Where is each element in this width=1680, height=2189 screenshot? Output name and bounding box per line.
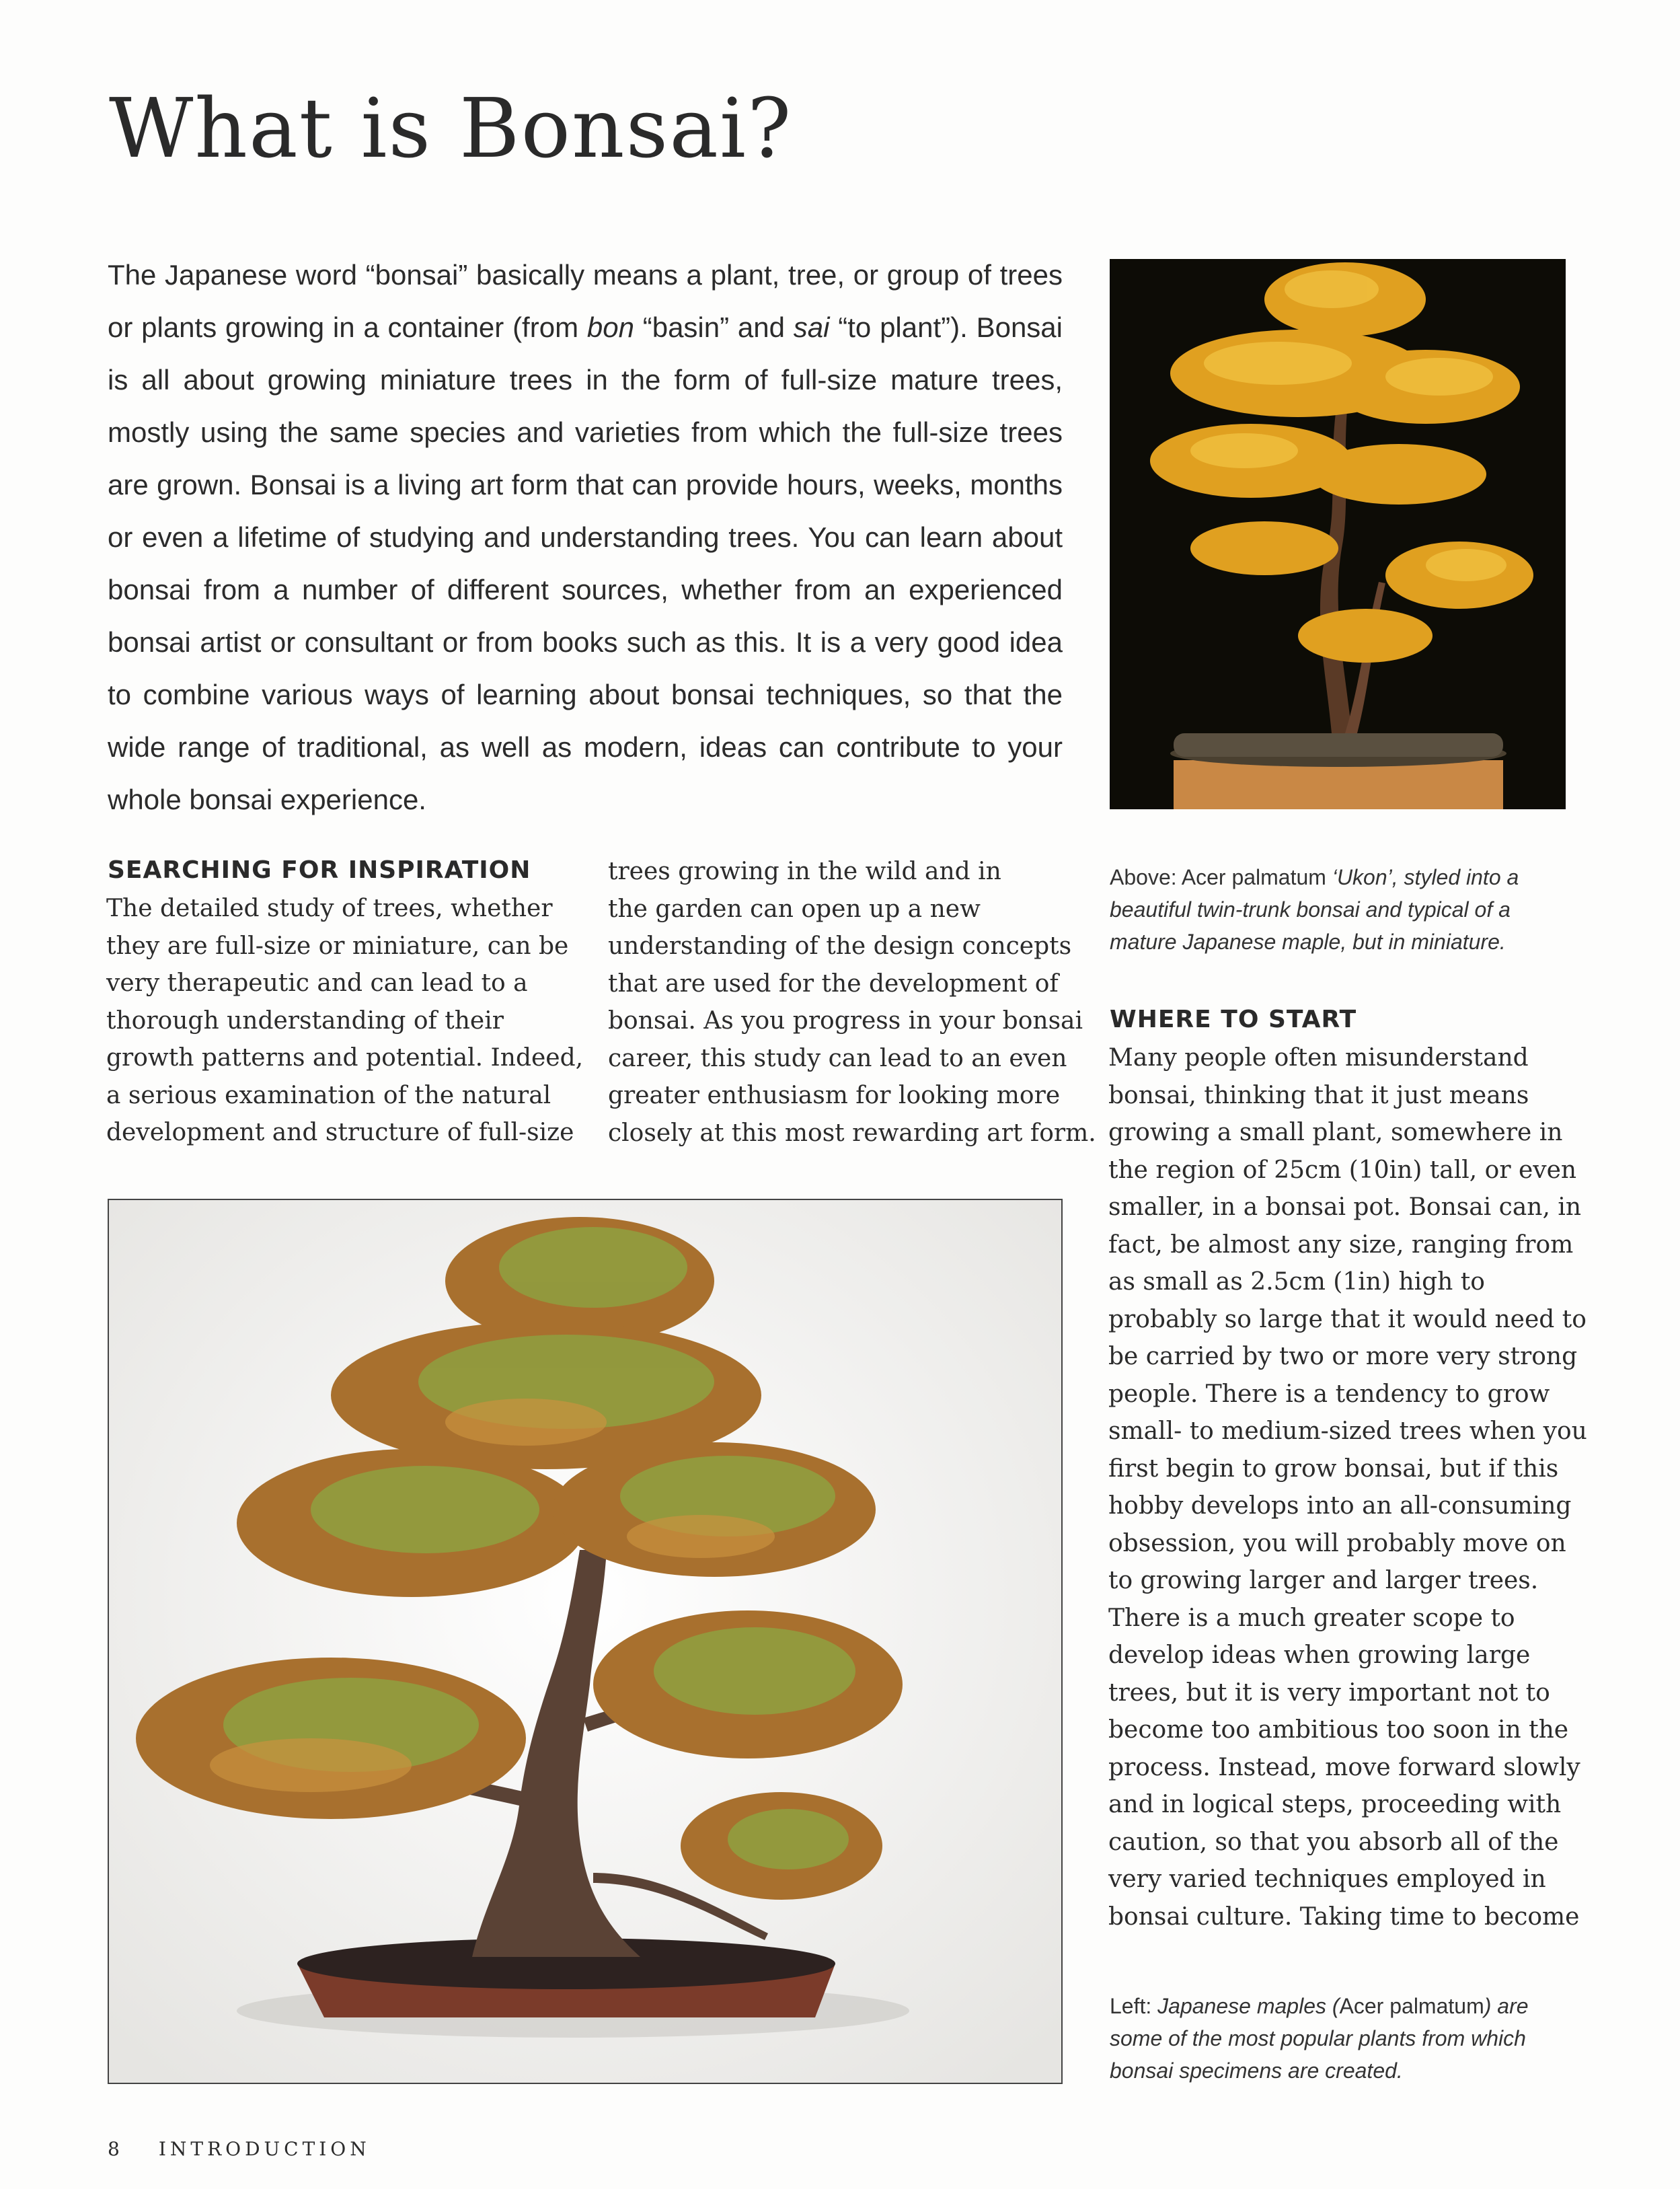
page-title: What is Bonsai? — [109, 81, 793, 176]
heading-where-to-start: WHERE TO START — [1110, 1006, 1357, 1033]
page-number: 8 — [108, 2138, 120, 2160]
section-name: INTRODUCTION — [158, 2138, 371, 2160]
caption-left: Left: Japanese maples (Acer palmatum) are some of the most popular plants from which bonsai specimens are created. — [1110, 1994, 1529, 2083]
photo-japanese-maple-bonsai — [108, 1199, 1063, 2084]
searching-column-2: trees growing in the wild and in the garden can open up a new understanding of the design concepts that are used for the development of bonsai. As you progress in your bonsai career, this study can lead to an even greater enthusiasm for looking more closely at this most rewarding art form. — [608, 858, 1096, 1147]
page-footer — [108, 2138, 371, 2160]
where-to-start-column: Many people often misunderstand bonsai, thinking that it just means growing a small plant, somewhere in the region of 25cm (10in) tall, or even smaller, in a bonsai pot. Bonsai can, in fact, be almost any size, ranging from as small as 2.5cm (1in) high to probably so large that it would need to be carried by two or more very strong people. There is a tendency to grow small- to medium-sized trees when you first begin to grow bonsai, but if this hobby develops into an all-consuming obsession, you will probably move on to growing larger and larger trees. There is a much greater scope to develop ideas when growing large trees, but it is very important not to become too ambitious too soon in the process. Instead, move forward slowly and in logical steps, proceeding with caution, so that you absorb all of the very varied techniques employed in bonsai culture. Taking time to become — [1108, 1044, 1587, 1931]
heading-searching-for-inspiration: SEARCHING FOR INSPIRATION — [108, 856, 531, 884]
photo-acer-palmatum-ukon — [1110, 259, 1566, 809]
searching-column-1: The detailed study of trees, whether they are full-size or miniature, can be very therapeutic and can lead to a thorough understanding of their growth patterns and potential. Indeed, a serious examination of the natural development and structure of full-size — [106, 895, 584, 1146]
intro-paragraph: The Japanese word “bonsai” basically means a plant, tree, or group of trees or plants growing in a container (from bon “basin” and sai “to plant”). Bonsai is all about growing miniature trees in the form of full-size mature trees, mostly using the same species and varieties from which the full-size trees are grown. Bonsai is a living art form that can provide hours, weeks, months or even a lifetime of studying and understanding trees. You can learn about bonsai from a number of different sources, whether from an experienced bonsai artist or consultant or from books such as this. It is a very good idea to combine various ways of learning about bonsai techniques, so that the wide range of traditional, as well as modern, ideas can contribute to your whole bonsai experience. — [108, 259, 1063, 815]
caption-above: Above: Acer palmatum ‘Ukon’, styled into a beautiful twin-trunk bonsai and typical of a mature Japanese maple, but in miniature. — [1110, 865, 1519, 954]
